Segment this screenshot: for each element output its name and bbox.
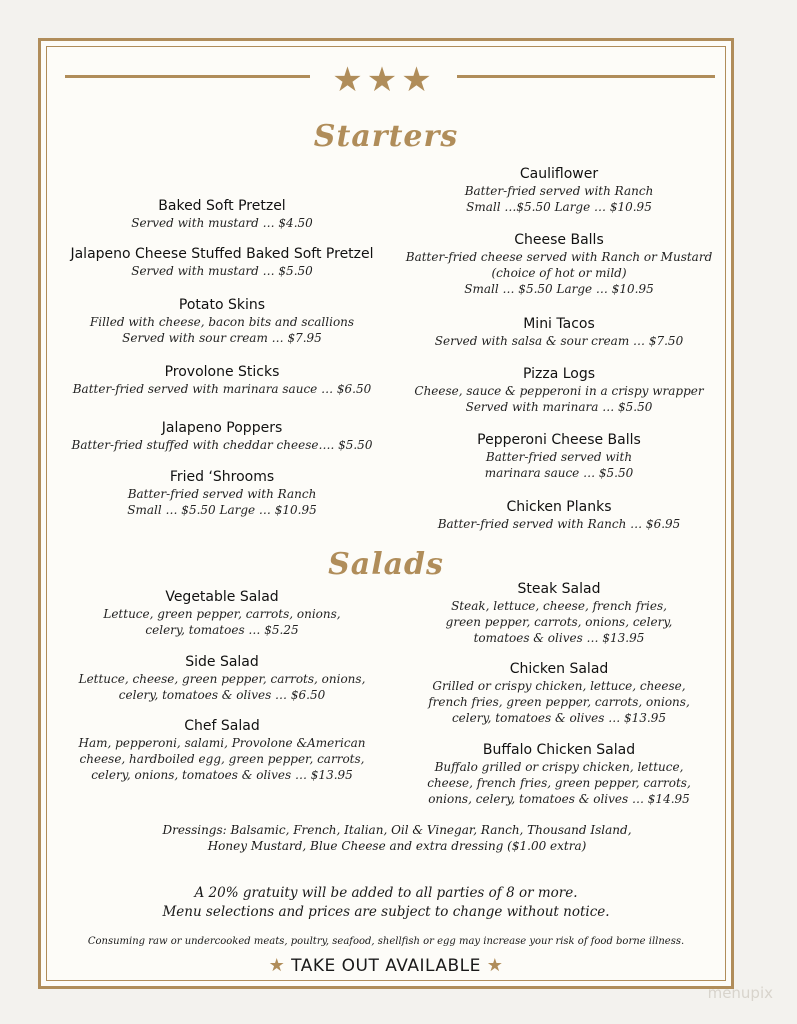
star-icon: ★ bbox=[486, 955, 504, 976]
item-desc: Batter-fried served with marinara sauce … $6.50 bbox=[72, 382, 372, 396]
dressings-note bbox=[107, 822, 687, 854]
item-desc: Batter-fried served with bbox=[485, 450, 633, 464]
item-desc: Batter-fried served with Ranch … $6.95 bbox=[437, 517, 681, 531]
item-desc: Ham, pepperoni, salami, Provolone &American bbox=[78, 736, 366, 750]
menu-item bbox=[57, 296, 387, 346]
item-name: Jalapeno Cheese Stuffed Baked Soft Pretzel bbox=[70, 246, 374, 262]
item-desc: Grilled or crispy chicken, lettuce, cheese, bbox=[432, 679, 686, 693]
consumption-warning: Consuming raw or undercooked meats, poultry, seafood, shellfish or egg may increase your risk of food borne illness. bbox=[87, 936, 685, 947]
item-name: Pizza Logs bbox=[522, 366, 596, 382]
notice-line: A 20% gratuity will be added to all parties of 8 or more. bbox=[194, 885, 578, 901]
item-desc: tomatoes & olives … $13.95 bbox=[473, 631, 645, 645]
item-name: Buffalo Chicken Salad bbox=[482, 742, 636, 758]
item-name: Baked Soft Pretzel bbox=[158, 198, 286, 214]
item-desc: celery, onions, tomatoes & olives … $13.95 bbox=[91, 768, 353, 782]
item-name: Cheese Balls bbox=[514, 232, 604, 248]
menu-item bbox=[394, 315, 724, 349]
item-desc: Steak, lettuce, cheese, french fries, bbox=[451, 599, 667, 613]
item-desc: Lettuce, cheese, green pepper, carrots, onions, bbox=[78, 672, 366, 686]
item-name: Side Salad bbox=[185, 654, 259, 670]
takeout-text: TAKE OUT AVAILABLE bbox=[291, 956, 481, 976]
gratuity-notice bbox=[47, 884, 725, 922]
three-stars-icon: ★★★ bbox=[332, 60, 436, 100]
menu-item bbox=[394, 365, 724, 415]
menu-page bbox=[38, 38, 734, 989]
item-desc: Batter-fried cheese served with Ranch or Mustard bbox=[405, 250, 713, 264]
item-desc: Batter-fried served with Ranch bbox=[464, 184, 654, 198]
item-desc: celery, tomatoes & olives … $13.95 bbox=[451, 711, 667, 725]
menu-item bbox=[394, 498, 724, 532]
menu-item bbox=[57, 468, 387, 518]
item-desc: Buffalo grilled or crispy chicken, lettuce, bbox=[434, 760, 684, 774]
watermark: menupix bbox=[707, 984, 773, 1002]
item-name: Potato Skins bbox=[178, 297, 266, 313]
item-desc: cheese, hardboiled egg, green pepper, carrots, bbox=[79, 752, 365, 766]
item-desc: green pepper, carrots, onions, celery, bbox=[445, 615, 673, 629]
item-name: Provolone Sticks bbox=[164, 364, 280, 380]
item-name: Cauliflower bbox=[519, 166, 599, 182]
menu-item bbox=[394, 741, 724, 807]
item-name: Chicken Planks bbox=[506, 499, 612, 515]
notice-line: Menu selections and prices are subject to change without notice. bbox=[162, 904, 610, 920]
menu-inner-border bbox=[46, 46, 726, 981]
item-name: Vegetable Salad bbox=[165, 589, 279, 605]
item-desc: Batter-fried stuffed with cheddar cheese…. $5.50 bbox=[71, 438, 373, 452]
menu-item bbox=[394, 660, 724, 726]
top-rule-right bbox=[457, 75, 715, 78]
item-name: Chicken Salad bbox=[509, 661, 609, 677]
starters-heading: Starters bbox=[313, 119, 459, 154]
star-icon: ★ bbox=[268, 955, 286, 976]
dressings-line: Honey Mustard, Blue Cheese and extra dressing ($1.00 extra) bbox=[207, 839, 587, 853]
item-name: Steak Salad bbox=[517, 581, 601, 597]
item-desc: Served with mustard … $5.50 bbox=[131, 264, 313, 278]
item-desc: marinara sauce … $5.50 bbox=[484, 466, 634, 480]
salads-heading: Salads bbox=[328, 547, 444, 582]
top-rule-left bbox=[65, 75, 310, 78]
item-desc: Served with mustard … $4.50 bbox=[131, 216, 313, 230]
item-desc: Served with sour cream … $7.95 bbox=[122, 331, 322, 345]
menu-item bbox=[394, 580, 724, 646]
item-desc: celery, tomatoes … $5.25 bbox=[145, 623, 299, 637]
item-desc: Batter-fried served with Ranch bbox=[127, 487, 317, 501]
item-desc: cheese, french fries, green pepper, carrots, bbox=[427, 776, 691, 790]
menu-item bbox=[57, 197, 387, 231]
menu-item bbox=[57, 588, 387, 638]
item-desc: Small … $5.50 Large … $10.95 bbox=[464, 282, 654, 296]
item-name: Jalapeno Poppers bbox=[161, 420, 283, 436]
item-desc: onions, celery, tomatoes & olives … $14.95 bbox=[428, 792, 690, 806]
item-desc: Filled with cheese, bacon bits and scallions bbox=[89, 315, 355, 329]
menu-item bbox=[57, 419, 387, 453]
item-desc: Served with marinara … $5.50 bbox=[465, 400, 653, 414]
takeout-banner bbox=[47, 955, 725, 977]
item-desc: Cheese, sauce & pepperoni in a crispy wrapper bbox=[414, 384, 704, 398]
menu-item bbox=[57, 653, 387, 703]
item-name: Pepperoni Cheese Balls bbox=[477, 432, 641, 448]
item-desc: Small …$5.50 Large … $10.95 bbox=[466, 200, 652, 214]
item-name: Chef Salad bbox=[184, 718, 260, 734]
dressings-line: Dressings: Balsamic, French, Italian, Oil & Vinegar, Ranch, Thousand Island, bbox=[162, 823, 632, 837]
item-desc: french fries, green pepper, carrots, onions, bbox=[428, 695, 690, 709]
item-desc: Served with salsa & sour cream … $7.50 bbox=[434, 334, 684, 348]
menu-item bbox=[394, 231, 724, 297]
item-desc: (choice of hot or mild) bbox=[491, 266, 627, 280]
menu-item bbox=[57, 363, 387, 397]
menu-item bbox=[394, 165, 724, 215]
item-name: Fried ‘Shrooms bbox=[169, 469, 275, 485]
menu-item bbox=[394, 431, 724, 481]
item-desc: Lettuce, green pepper, carrots, onions, bbox=[103, 607, 341, 621]
item-desc: celery, tomatoes & olives … $6.50 bbox=[118, 688, 326, 702]
item-desc: Small … $5.50 Large … $10.95 bbox=[127, 503, 317, 517]
item-name: Mini Tacos bbox=[523, 316, 595, 332]
menu-item bbox=[57, 717, 387, 783]
menu-item bbox=[57, 245, 387, 279]
